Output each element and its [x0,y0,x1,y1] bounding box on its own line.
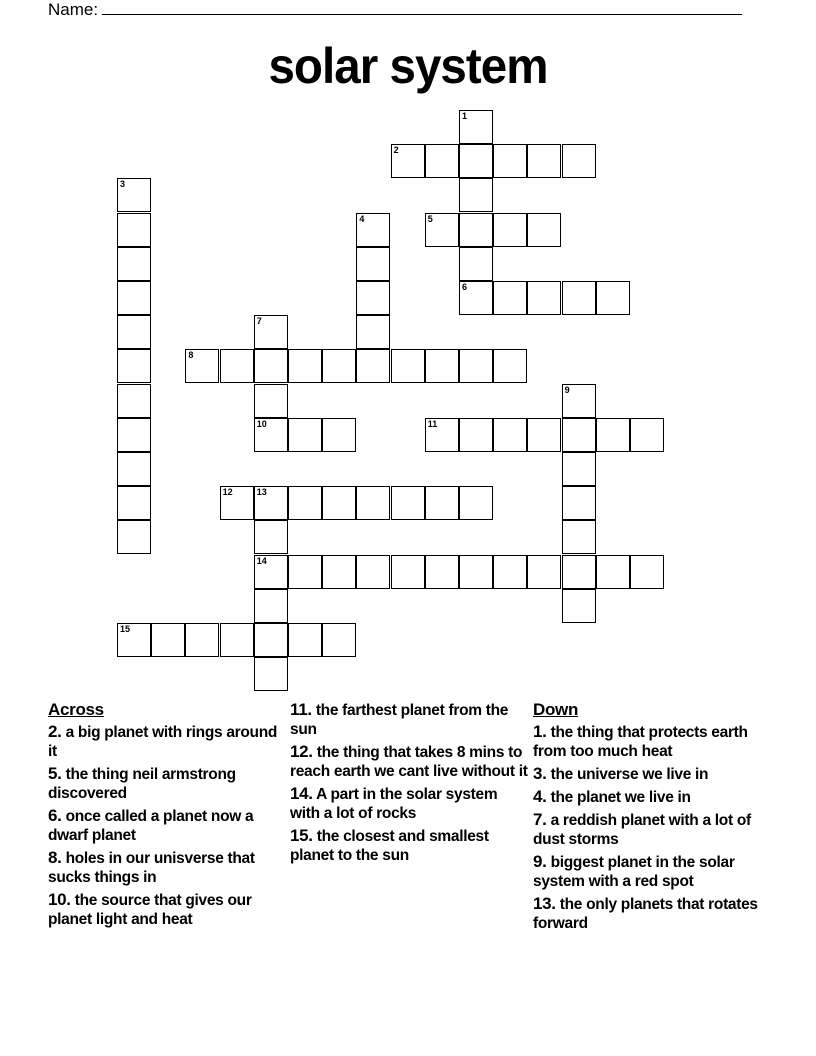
grid-cell[interactable] [254,657,288,691]
clue-number: 13 [256,487,267,498]
grid-cell[interactable] [391,555,425,589]
grid-cell[interactable] [117,213,151,247]
grid-cell[interactable] [322,486,356,520]
grid-cell[interactable] [254,555,288,589]
grid-cell[interactable] [425,349,459,383]
grid-cell[interactable] [356,486,390,520]
grid-cell[interactable] [254,349,288,383]
grid-cell[interactable] [630,555,664,589]
clue-number: 2 [393,145,399,156]
across-clue: 8. holes in our unisverse that sucks things in [48,848,255,886]
grid-cell[interactable] [288,486,322,520]
grid-cell[interactable] [527,555,561,589]
grid-cell[interactable] [562,555,596,589]
grid-cell[interactable] [117,247,151,281]
grid-cell[interactable] [562,384,596,418]
across-clue: 2. a big planet with rings around it [48,722,278,760]
grid-cell[interactable] [459,418,493,452]
across-clue: 5. the thing neil armstrong discovered [48,764,236,802]
across-heading: Across [48,700,104,719]
grid-cell[interactable] [117,418,151,452]
grid-cell[interactable] [288,555,322,589]
across-clue: 6. once called a planet now a dwarf planet [48,806,254,844]
grid-cell[interactable] [356,349,390,383]
down-clue: 1. the thing that protects earth from too much heat [533,722,748,760]
grid-cell[interactable] [322,349,356,383]
grid-cell[interactable] [151,623,185,657]
grid-cell[interactable] [254,486,288,520]
grid-cell[interactable] [459,110,493,144]
grid-cell[interactable] [459,213,493,247]
across-clue: 14. A part in the solar system with a lot of rocks [290,784,498,822]
clue-number: 9 [564,384,570,395]
grid-cell[interactable] [391,144,425,178]
grid-cell[interactable] [425,144,459,178]
grid-cell[interactable] [562,520,596,554]
grid-cell[interactable] [220,349,254,383]
down-clue: 13. the only planets that rotates forward [533,894,758,932]
grid-cell[interactable] [117,452,151,486]
grid-cell[interactable] [117,281,151,315]
down-clue: 4. the planet we live in [533,787,691,806]
down-clues [533,700,773,936]
grid-cell[interactable] [254,315,288,349]
grid-cell[interactable] [220,486,254,520]
name-label: Name: [48,0,99,19]
grid-cell[interactable] [220,623,254,657]
grid-cell[interactable] [322,623,356,657]
grid-cell[interactable] [117,486,151,520]
down-clue: 3. the universe we live in [533,764,709,783]
grid-cell[interactable] [562,589,596,623]
grid-cell[interactable] [425,555,459,589]
grid-cell[interactable] [459,144,493,178]
grid-cell[interactable] [322,555,356,589]
grid-cell[interactable] [493,213,527,247]
grid-cell[interactable] [527,418,561,452]
grid-cell[interactable] [117,315,151,349]
down-clue: 7. a reddish planet with a lot of dust storms [533,810,751,848]
grid-cell[interactable] [527,144,561,178]
grid-cell[interactable] [185,623,219,657]
across-clue: 15. the closest and smallest planet to the sun [290,826,489,864]
grid-cell[interactable] [185,349,219,383]
grid-cell[interactable] [630,418,664,452]
grid-cell[interactable] [562,418,596,452]
clue-number: 12 [222,487,233,498]
grid-cell[interactable] [356,247,390,281]
page-title: solar system [268,38,548,94]
clue-number: 3 [120,179,126,190]
clue-number: 1 [462,111,468,121]
clue-number: 5 [427,213,433,224]
grid-cell[interactable] [391,349,425,383]
grid-cell[interactable] [356,281,390,315]
grid-cell[interactable] [562,452,596,486]
grid-cell[interactable] [356,555,390,589]
grid-cell[interactable] [493,144,527,178]
across-clue: 12. the thing that takes 8 mins to reach earth we cant live without it [290,742,528,780]
clue-number: 15 [120,624,131,634]
across-clues [48,700,278,932]
grid-cell[interactable] [254,623,288,657]
grid-cell[interactable] [596,555,630,589]
grid-cell[interactable] [527,281,561,315]
across-clue: 10. the source that gives our planet light and heat [48,890,252,928]
clue-number: 6 [462,282,468,292]
clue-number: 11 [427,418,438,429]
grid-cell[interactable] [562,144,596,178]
grid-cell[interactable] [596,418,630,452]
grid-cell[interactable] [527,213,561,247]
grid-cell[interactable] [288,623,322,657]
down-heading: Down [533,700,579,719]
grid-cell[interactable] [117,384,151,418]
grid-cell[interactable] [562,486,596,520]
grid-cell[interactable] [391,486,425,520]
grid-cell[interactable] [254,589,288,623]
grid-cell[interactable] [356,213,390,247]
clue-number: 4 [359,213,365,224]
clue-number: 7 [256,316,262,327]
grid-cell[interactable] [459,281,493,315]
grid-cell[interactable] [425,486,459,520]
grid-cell[interactable] [493,349,527,383]
grid-cell[interactable] [459,555,493,589]
grid-cell[interactable] [459,247,493,281]
grid-cell[interactable] [322,418,356,452]
grid-cell[interactable] [254,520,288,554]
grid-cell[interactable] [254,384,288,418]
grid-cell[interactable] [493,281,527,315]
grid-cell[interactable] [117,349,151,383]
across-clue: 11. the farthest planet from the sun [290,700,509,738]
grid-cell[interactable] [356,315,390,349]
grid-cell[interactable] [288,418,322,452]
across-clues-continued [290,700,530,868]
grid-cell[interactable] [459,349,493,383]
grid-cell[interactable] [117,178,151,212]
grid-cell[interactable] [117,520,151,554]
grid-cell[interactable] [562,281,596,315]
clue-number: 10 [256,418,267,429]
grid-cell[interactable] [425,418,459,452]
grid-cell[interactable] [425,213,459,247]
clue-number: 8 [188,350,194,361]
clue-number: 14 [256,555,267,566]
grid-cell[interactable] [493,555,527,589]
grid-cell[interactable] [254,418,288,452]
grid-cell[interactable] [117,623,151,657]
down-clue: 9. biggest planet in the solar system with a red spot [533,852,735,890]
grid-cell[interactable] [493,418,527,452]
grid-cell[interactable] [459,178,493,212]
grid-cell[interactable] [596,281,630,315]
grid-cell[interactable] [459,486,493,520]
grid-cell[interactable] [288,349,322,383]
